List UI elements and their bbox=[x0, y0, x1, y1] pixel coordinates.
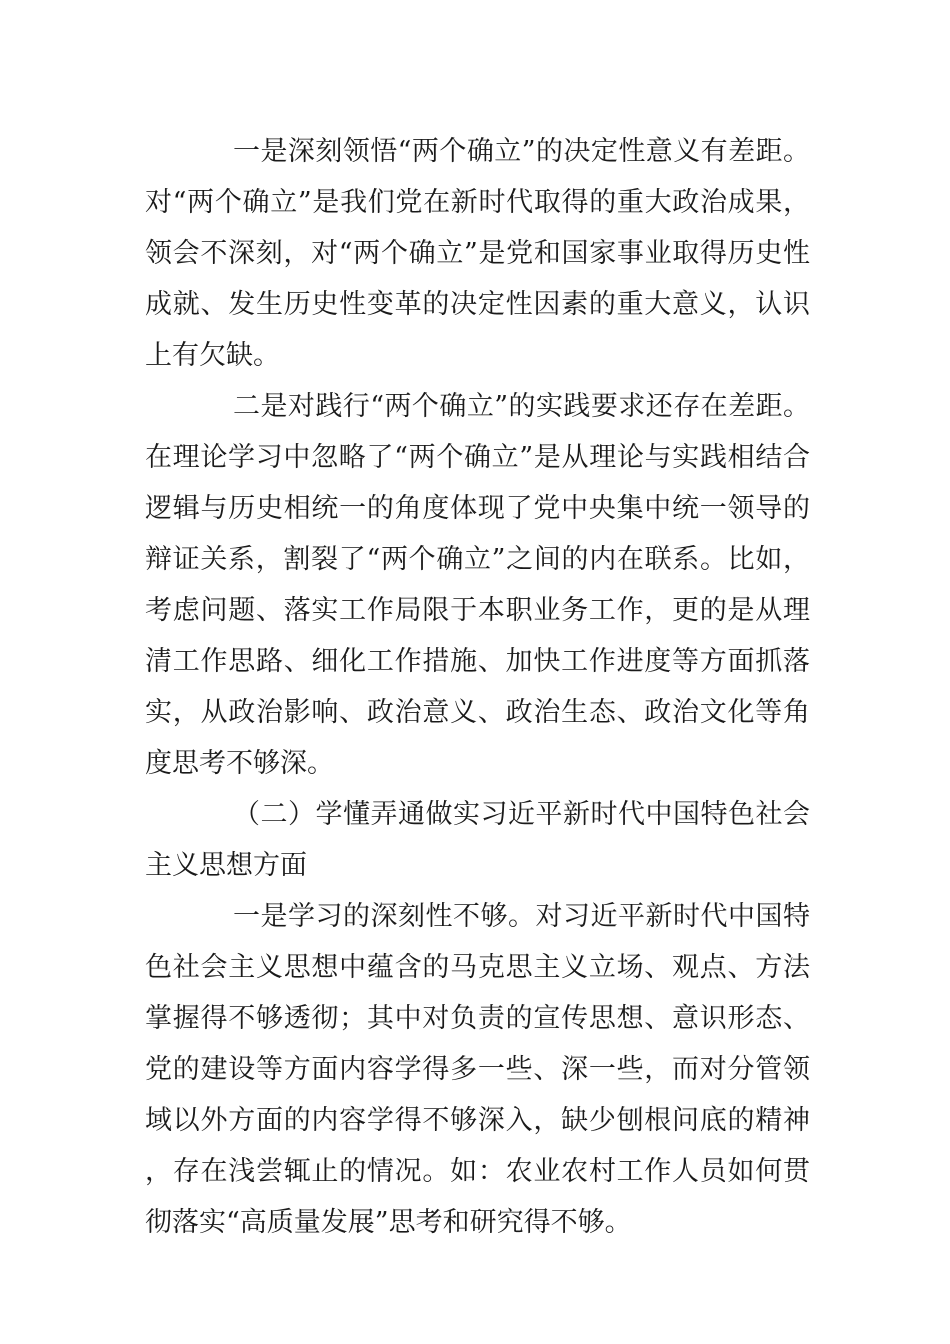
paragraph-decisive-significance: 一是深刻领悟“两个确立”的决定性意义有差距。对“两个确立”是我们党在新时代取得的重大政治成果，领会不深刻，对“两个确立”是党和国家事业取得历史性成就、发生历史性变革的决定性因素的重大意义，认识上有欠缺。 bbox=[145, 136, 810, 371]
document-body bbox=[145, 126, 810, 1248]
paragraph-practice-requirements: 二是对践行“两个确立”的实践要求还存在差距。在理论学习中忽略了“两个确立”是从理论与实践相结合逻辑与历史相统一的角度体现了党中央集中统一领导的辩证关系，割裂了“两个确立”之间的内在联系。比如，考虑问题、落实工作局限于本职业务工作，更的是从理清工作思路、细化工作措施、加快工作进度等方面抓落实，从政治影响、政治意义、政治生态、政治文化等角度思考不够深。 bbox=[145, 391, 810, 779]
paragraph-study-depth: 一是学习的深刻性不够。对习近平新时代中国特色社会主义思想中蕴含的马克思主义立场、观点、方法掌握得不够透彻；其中对负责的宣传思想、意识形态、党的建设等方面内容学得多一些、深一些，而对分管领域以外方面的内容学得不够深入，缺少刨根问底的精神，存在浅尝辄止的情况。如：农业农村工作人员如何贯彻落实“高质量发展”思考和研究得不够。 bbox=[145, 901, 810, 1238]
section-heading-xi-thought: （二）学懂弄通做实习近平新时代中国特色社会主义思想方面 bbox=[145, 799, 810, 881]
